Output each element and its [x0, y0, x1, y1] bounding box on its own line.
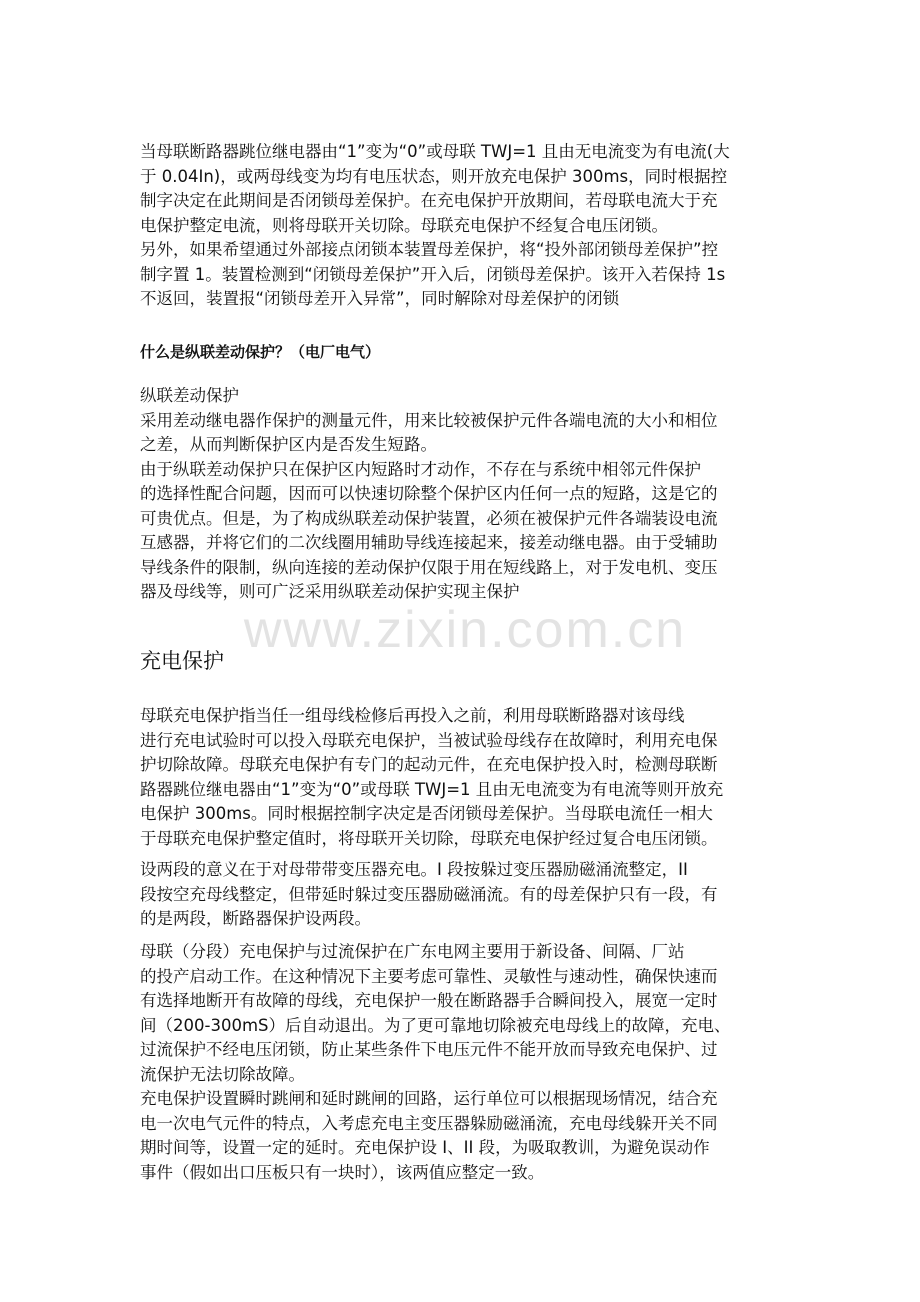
- text-line: 事件（假如出口压板只有一块时），该两值应整定一致。: [140, 1162, 545, 1182]
- text-line: 器及母线等，则可广泛采用纵联差动保护实现主保护: [140, 582, 520, 601]
- paragraph-guangdong-grid: [140, 940, 790, 1185]
- text-line: 母联（分段）充电保护与过流保护在广东电网主要用于新设备、间隔、厂站: [140, 942, 685, 961]
- text-line: 制字置 1。装置检测到“闭锁母差保护”开入后，闭锁母差保护。该开入若保持 1s: [140, 264, 726, 284]
- paragraph-mother-coupler-trip: [140, 140, 790, 312]
- text-line: 电一次电气元件的特点，入考虑充电主变压器躲励磁涌流，充电母线躲开关不同: [140, 1113, 718, 1133]
- text-line: 的选择性配合问题，因而可以快速切除整个保护区内任何一点的短路，这是它的: [140, 484, 718, 503]
- text-line: 电保护整定电流，则将母联开关切除。母联充电保护不经复合电压闭锁。: [140, 215, 668, 235]
- text-line: 不返回，装置报“闭锁母差开入异常”，同时解除对母差保护的闭锁: [140, 289, 620, 308]
- text-line: 充电保护设置瞬时跳闸和延时跳闸的回路，运行单位可以根据现场情况，结合充: [140, 1089, 718, 1108]
- text-line: 电保护 300ms。同时根据控制字决定是否闭锁母差保护。当母联电流任一相大: [140, 804, 713, 823]
- question-heading: 什么是纵联差动保护？（电厂电气）: [140, 343, 381, 361]
- text-line: 进行充电试验时可以投入母联充电保护，当被试验母线存在故障时，利用充电保: [140, 730, 718, 750]
- text-line: 期时间等，设置一定的延时。充电保护设 I、II 段，为吸取教训，为避免误动作: [140, 1138, 710, 1157]
- text-line: 母联充电保护指当任一组母线检修后再投入之前，利用母联断路器对该母线: [140, 706, 685, 725]
- text-line: 流保护无法切除故障。: [140, 1064, 305, 1084]
- text-line: 另外，如果希望通过外部接点闭锁本装置母差保护，将“投外部闭锁母差保护”控: [140, 240, 719, 259]
- text-line: 段按空充母线整定，但带延时躲过变压器励磁涌流。有的母差保护只有一段，有: [140, 884, 718, 904]
- text-line: 过流保护不经电压闭锁，防止某些条件下电压元件不能开放而导致充电保护、过: [140, 1040, 718, 1059]
- text-line: 的是两段，断路器保护设两段。: [140, 909, 371, 928]
- text-line: 于 0.04In)，或两母线变为均有电压状态，则开放充电保护 300ms，同时根据控: [140, 166, 728, 186]
- text-line: 护切除故障。母联充电保护有专门的起动元件，在充电保护投入时，检测母联断: [140, 755, 718, 774]
- section-title-block: [140, 646, 790, 676]
- text-line: 导线条件的限制，纵向连接的差动保护仅限于用在短线路上，对于发电机、变压: [140, 557, 718, 577]
- paragraph-longitudinal-differential: [140, 384, 790, 605]
- text-line: 互感器，并将它们的二次线圈用辅助导线连接起来，接差动继电器。由于受辅助: [140, 533, 718, 552]
- text-line: 有选择地断开有故障的母线，充电保护一般在断路器手合瞬间投入，展宽一定时: [140, 991, 718, 1010]
- text-line: 采用差动继电器作保护的测量元件，用来比较被保护元件各端电流的大小和相位: [140, 410, 718, 430]
- text-line: 由于纵联差动保护只在保护区内短路时才动作，不存在与系统中相邻元件保护: [140, 459, 701, 479]
- text-line: 之差，从而判断保护区内是否发生短路。: [140, 435, 437, 454]
- text-line: 路器跳位继电器由“1”变为“0”或母联 TWJ=1 且由无电流变为有电流等则开放充: [140, 779, 724, 799]
- paragraph-two-stages: [140, 858, 790, 932]
- text-line: 于母联充电保护整定值时，将母联开关切除，母联充电保护经过复合电压闭锁。: [140, 828, 718, 848]
- text-line: 当母联断路器跳位继电器由“1”变为“0”或母联 TWJ=1 且由无电流变为有电流(大: [140, 142, 730, 161]
- section-title: 充电保护: [140, 649, 224, 673]
- question-heading-block: [140, 340, 790, 365]
- text-line: 设两段的意义在于对母带带变压器充电。I 段按躲过变压器励磁涌流整定，II: [140, 860, 688, 879]
- text-line: 可贵优点。但是，为了构成纵联差动保护装置，必须在被保护元件各端装设电流: [140, 508, 718, 528]
- text-line: 制字决定在此期间是否闭锁母差保护。在充电保护开放期间，若母联电流大于充: [140, 191, 718, 210]
- text-line: 的投产启动工作。在这种情况下主要考虑可靠性、灵敏性与速动性，确保快速而: [140, 966, 718, 986]
- text-line: 间（200-300mS）后自动退出。为了更可靠地切除被充电母线上的故障，充电、: [140, 1015, 731, 1035]
- text-line: 纵联差动保护: [140, 386, 239, 405]
- watermark: www.zixin.com.cn: [243, 601, 687, 659]
- paragraph-charging-protection: [140, 704, 790, 851]
